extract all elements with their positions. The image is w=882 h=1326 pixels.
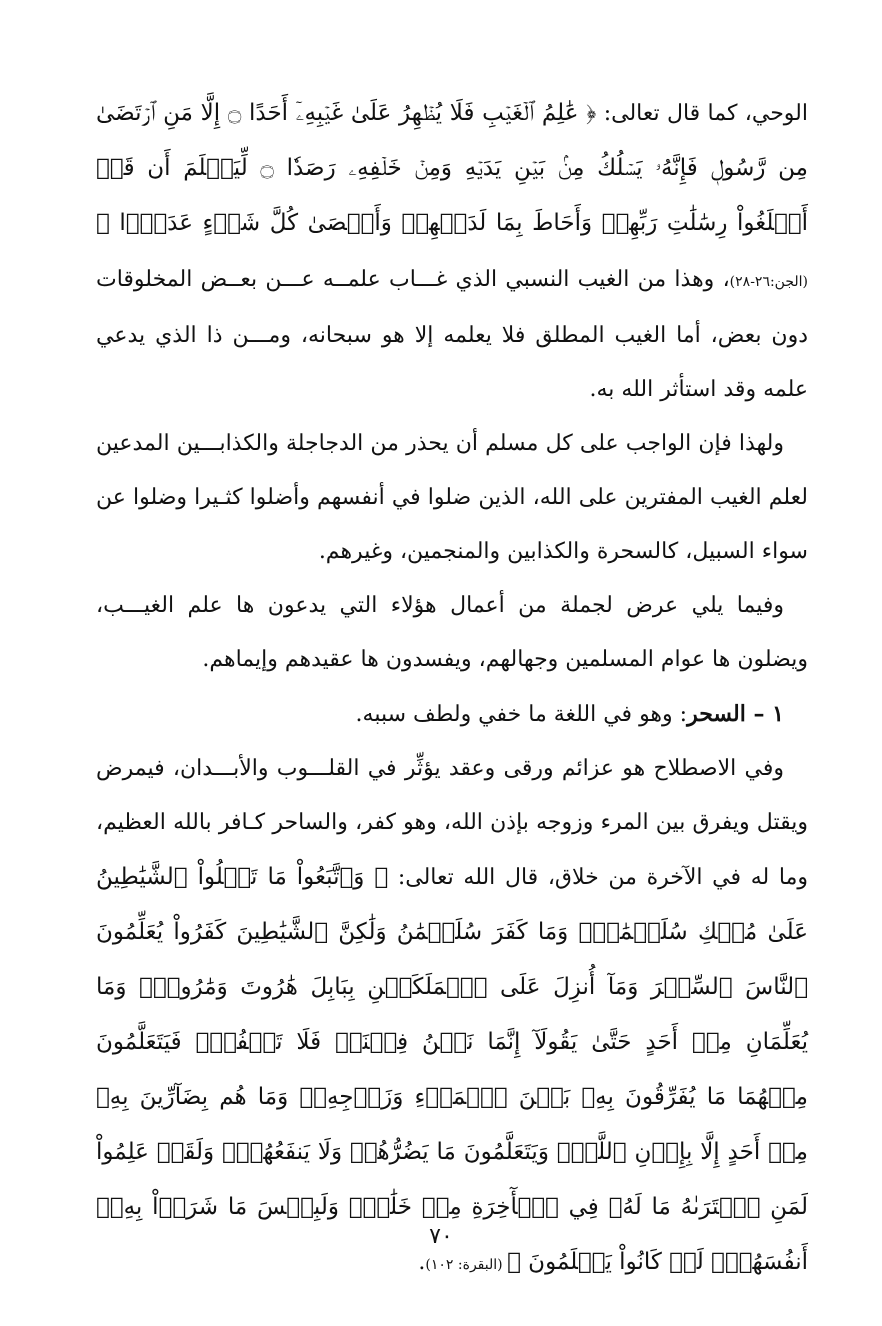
paragraph-continuation: ، وهذا من الغيب النسبي الذي غـــاب علمــه عـــن بعــض المخلوقات دون بعض، أما الغيب المطلق فلا يعلمه إلا هو سبحانه، ومـــن ذا الذي يدعي علمه وقد استأثر الله به. — [96, 267, 808, 402]
paragraph-overview: وفيما يلي عرض لجملة من أعمال هؤلاء التي يدعون ها علم الغيـــب، ويضلون ها عوام المسلمين وجهالهم، ويفسدون ها عقيدهم وإيماهم. — [96, 593, 808, 672]
section-heading-magic — [96, 687, 808, 742]
paragraph-unseen — [96, 86, 808, 417]
term-magic: ١ – السحر — [687, 701, 784, 727]
page-body — [96, 86, 808, 1292]
paragraph-intro: وفي الاصطلاح هو عزائم ورقى وعقد يؤثِّر في القلـــوب والأبـــدان، فيمرض ويقتل ويفرق بين المرء وزوجه بإذن الله، وهو كفر، والساحر كـافر بالله العظيم، وما له في الآخرة من خلاق، قال الله تعالى: — [96, 756, 808, 890]
page-number: ٧٠ — [429, 1224, 453, 1249]
quran-verse-baqarah: ﴿ وَٱتَّبَعُواْ مَا تَتۡلُواْ ٱلشَّيَٰطِينُ عَلَىٰ مُلۡكِ سُلَيۡمَٰنَۖ وَمَا كَفَرَ سُلَيۡمَٰنُ وَلَٰكِنَّ ٱلشَّيَٰطِينَ كَفَرُواْ يُعَلِّمُونَ ٱلنَّاسَ ٱلسِّحۡرَ وَمَآ أُنزِلَ عَلَى ٱلۡمَلَكَيۡنِ بِبَابِلَ هَٰرُوتَ وَمَٰرُوتَۚ وَمَا يُعَلِّمَانِ مِنۡ أَحَدٍ حَتَّىٰ يَقُولَآ إِنَّمَا نَحۡنُ فِتۡنَةٞ فَلَا تَكۡفُرۡۖ فَيَتَعَلَّمُونَ مِنۡهُمَا مَا يُفَرِّقُونَ بِهِۦ بَيۡنَ ٱلۡمَرۡءِ وَزَوۡجِهِۦۚ وَمَا هُم بِضَآرِّينَ بِهِۦ مِنۡ أَحَدٍ إِلَّا بِإِذۡنِ ٱللَّهِۚ وَيَتَعَلَّمُونَ مَا يَضُرُّهُمۡ وَلَا يَنفَعُهُمۡۚ وَلَقَدۡ عَلِمُواْ لَمَنِ ٱشۡتَرَىٰهُ مَا لَهُۥ فِي ٱلۡأٓخِرَةِ مِنۡ خَلَٰقٖۚ وَلَبِئۡسَ مَا شَرَوۡاْ بِهِۦٓ أَنفُسَهُمۡۚ لَوۡ كَانُواْ يَعۡلَمُونَ ﴾ — [96, 864, 808, 1275]
paragraph-intro: الوحي، كما قال تعالى: — [596, 101, 808, 126]
term-definition: : وهو في اللغة ما خفي ولطف سببه. — [355, 702, 688, 727]
paragraph-definition — [96, 742, 808, 1292]
paragraph-warning: ولهذا فإن الواجب على كل مسلم أن يحذر من الدجاجلة والكذابـــين المدعين لعلم الغيب المفترين على الله، الذين ضلوا في أنفسهم وأضلوا كثـيرا وضلوا عن سواء السبيل، كالسحرة والكذابين والمنجمين، وغيرهم. — [96, 431, 808, 564]
quran-verse-jinn: ﴿ عَٰلِمُ ٱلۡغَيۡبِ فَلَا يُظۡهِرُ عَلَىٰ غَيۡبِهِۦٓ أَحَدًا ۝ إِلَّا مَنِ ٱرۡتَضَىٰ مِن رَّسُولٖ فَإِنَّهُۥ يَسۡلُكُ مِنۢ بَيۡنِ يَدَيۡهِ وَمِنۡ خَلۡفِهِۦ رَصَدٗا ۝ لِّيَعۡلَمَ أَن قَدۡ أَبۡلَغُواْ رِسَٰلَٰتِ رَبِّهِمۡ وَأَحَاطَ بِمَا لَدَيۡهِمۡ وَأَحۡصَىٰ كُلَّ شَيۡءٍ عَدَدَۢا ﴾ — [96, 100, 808, 236]
verse-reference-baqarah: (البقرة: ١٠٢) — [425, 1257, 508, 1273]
verse-reference-jinn: (الجن:٢٦-٢٨) — [729, 274, 808, 290]
paragraph-end: . — [418, 1250, 426, 1275]
